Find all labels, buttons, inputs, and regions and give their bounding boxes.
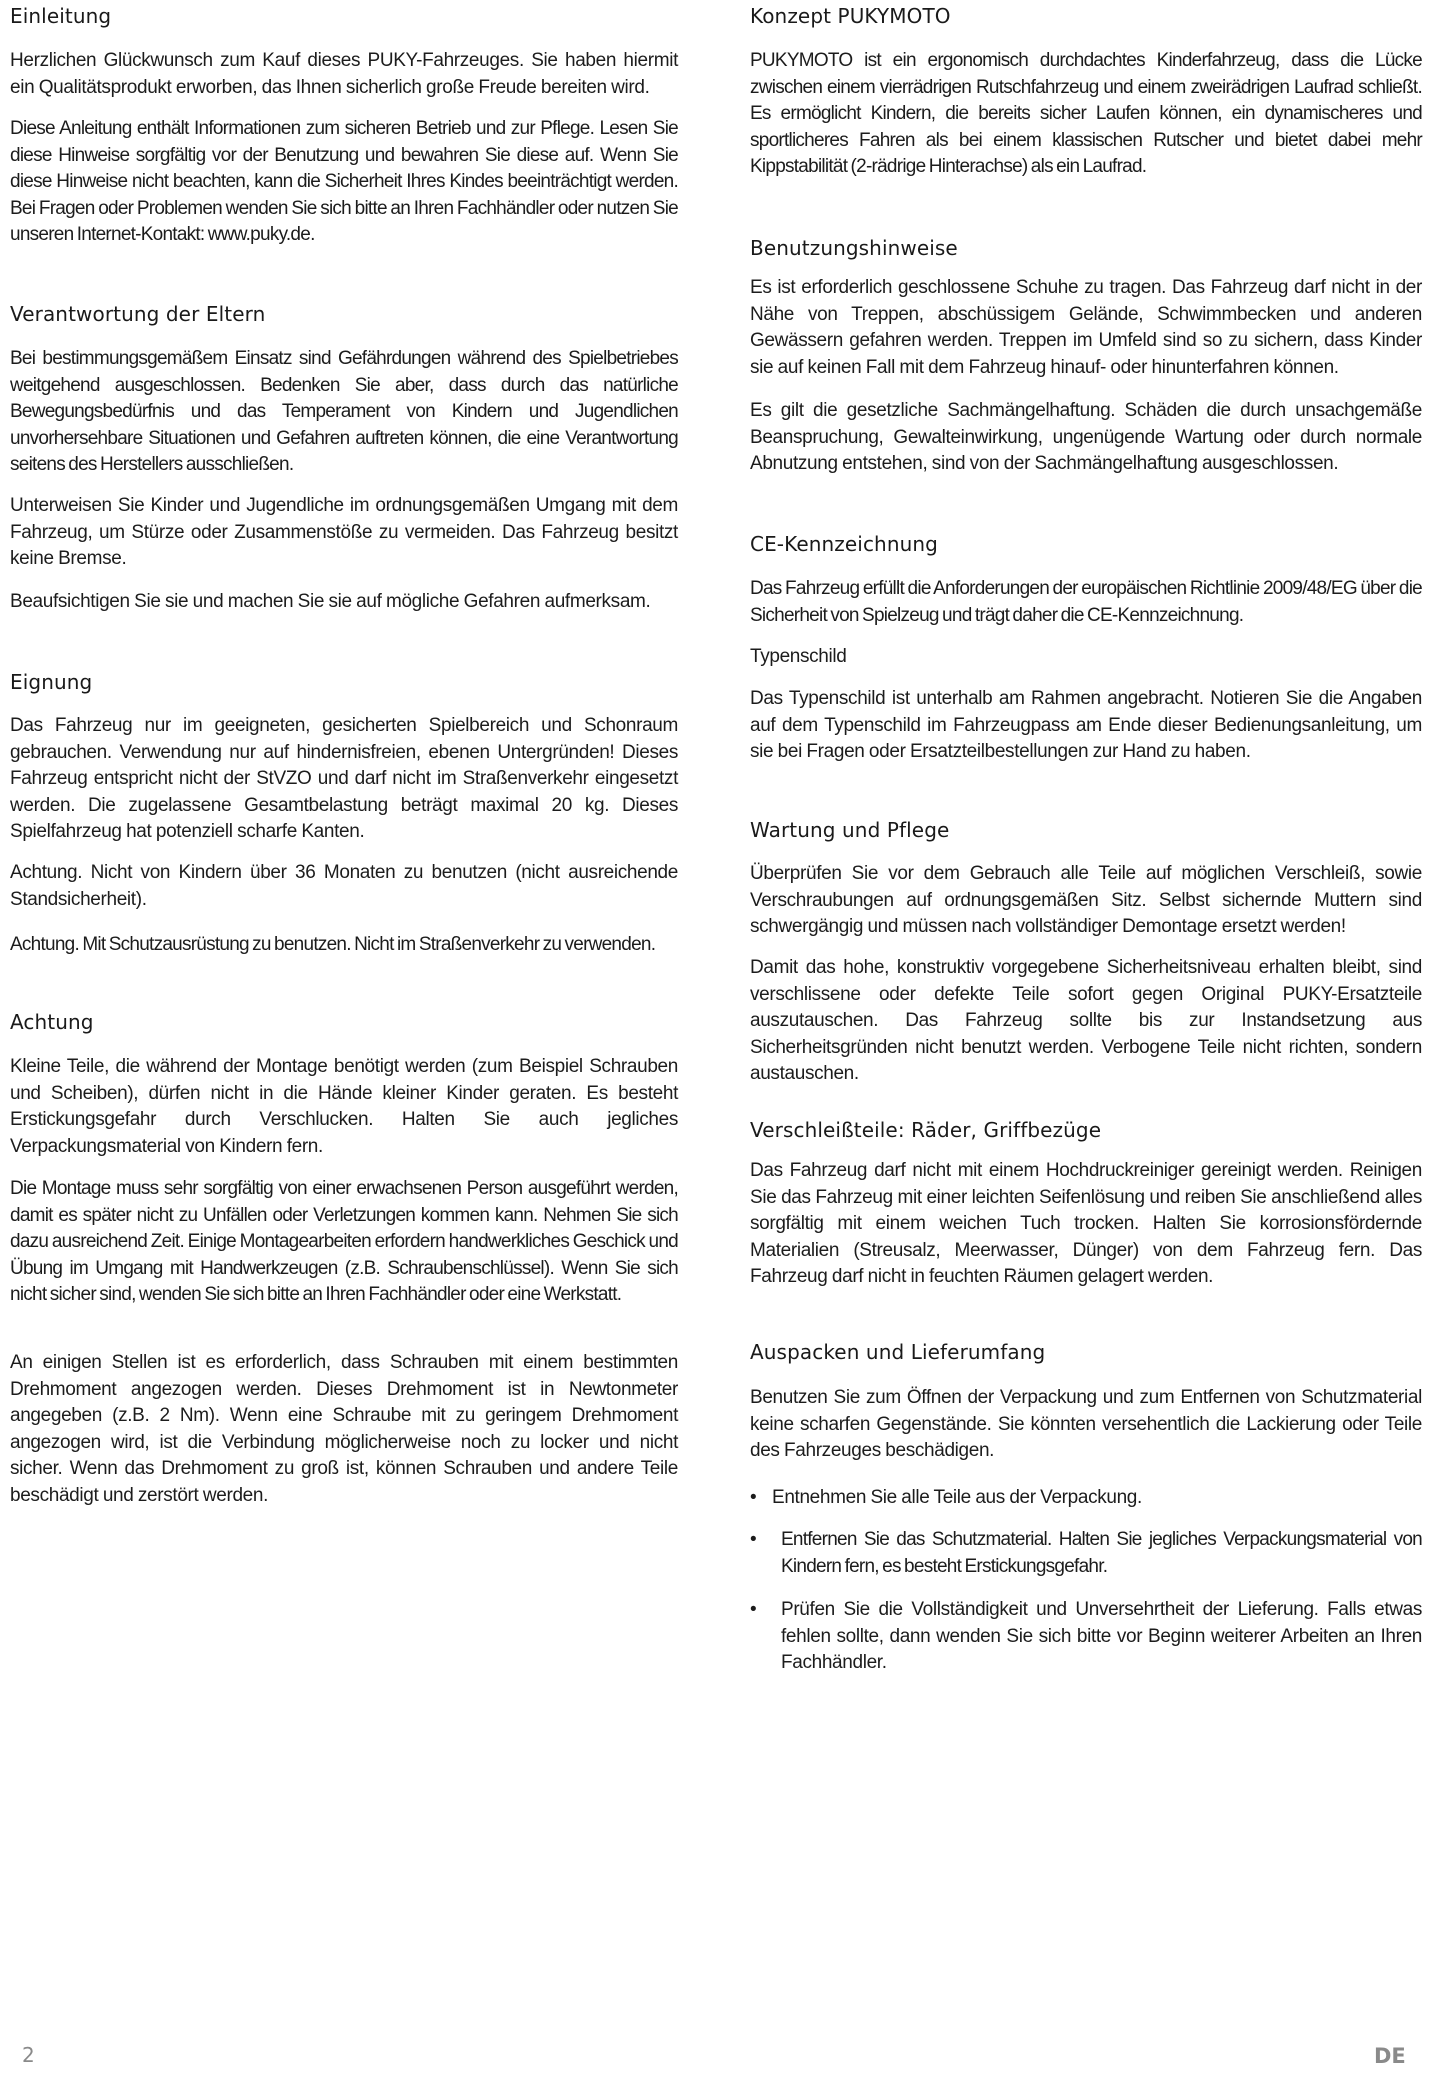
wartung-paragraph-1: Überprüfen Sie vor dem Gebrauch alle Teile auf möglichen Verschleiß, sowie Verschraubungen auf ordnungsgemäßen Sitz. Selbst sichernde Muttern sind schwergängig und müssen nach vollständiger Demontage ersetzt werden! — [750, 863, 1422, 937]
benutzung-paragraph-2: Es gilt die gesetzliche Sachmängelhaftung. Schäden die durch unsachgemäße Beanspruchung, Gewalteinwirkung, ungenügende Wartung oder durch normale Abnutzung entstehen, sind von der Sachmängelhaftung ausgeschlossen. — [750, 400, 1422, 474]
einleitung-paragraph-1: Herzlichen Glückwunsch zum Kauf dieses PUKY-Fahrzeuges. Sie haben hiermit ein Qualitätsprodukt erworben, das Ihnen sicherlich große Freude bereiten wird. — [10, 50, 678, 98]
bullet-icon: • — [750, 1529, 757, 1550]
list-item-text: Entnehmen Sie alle Teile aus der Verpackung. — [772, 1487, 1142, 1508]
verantwortung-paragraph-1: Bei bestimmungsgemäßem Einsatz sind Gefährdungen während des Spielbetriebes weitgehend ausgeschlossen. Bedenken Sie aber, dass durch das natürliche Bewegungsbedürfnis und das Temperament von Kindern und Jugendlichen unvorhersehbare Situationen und Gefahren auftreten können, die eine Verantwortung seitens des Herstellers ausschließen. — [10, 348, 678, 475]
achtung-paragraph-3: An einigen Stellen ist es erforderlich, dass Schrauben mit einem bestimmten Drehmoment angezogen werden. Dieses Drehmoment ist in Newtonmeter angegeben (z.B. 2 Nm). Wenn eine Schraube mit zu geringem Drehmoment angezogen wird, ist die Verbindung möglicherweise noch zu locker und nicht sicher. Wenn das Drehmoment zu groß ist, können Schrauben und andere Teile beschädigt und zerstört werden. — [10, 1352, 678, 1506]
eignung-paragraph-3: Achtung. Mit Schutzausrüstung zu benutzen. Nicht im Straßenverkehr zu verwenden. — [10, 934, 656, 955]
heading-ce: CE-Kennzeichnung — [750, 532, 938, 556]
list-item — [750, 1597, 1422, 1677]
auspacken-paragraph-1: Benutzen Sie zum Öffnen der Verpackung und zum Entfernen von Schutzmaterial keine scharfen Gegenstände. Sie könnten versehentlich die Lackierung oder Teile des Fahrzeuges beschädigen. — [750, 1387, 1422, 1461]
list-item — [750, 1485, 1422, 1512]
eignung-paragraph-1: Das Fahrzeug nur im geeigneten, gesicherten Spielbereich und Schonraum gebrauchen. Verwendung nur auf hindernisfreien, ebenen Untergründen! Dieses Fahrzeug entspricht nicht der StVZO und darf nicht im Straßenverkehr eingesetzt werden. Die zugelassene Gesamtbelastung beträgt maximal 20 kg. Dieses Spielfahrzeug hat potenziell scharfe Kanten. — [10, 715, 678, 842]
heading-benutzung: Benutzungshinweise — [750, 236, 958, 260]
list-item-text: Prüfen Sie die Vollständigkeit und Unversehrtheit der Lieferung. Falls etwas fehlen sollte, dann wenden Sie sich bitte vor Beginn weiterer Arbeiten an Ihren Fachhändler. — [781, 1599, 1422, 1673]
verschleiss-paragraph-1: Das Fahrzeug darf nicht mit einem Hochdruckreiniger gereinigt werden. Reinigen Sie das Fahrzeug mit einer leichten Seifenlösung und reiben Sie anschließend alles sorgfältig mit einem weichen Tuch trocken. Halten Sie korrosionsfördernde Materialien (Streusalz, Meerwasser, Dünger) von dem Fahrzeug fern. Das Fahrzeug darf nicht in feuchten Räumen gelagert werden. — [750, 1160, 1422, 1287]
heading-achtung: Achtung — [10, 1010, 94, 1034]
heading-verschleiss: Verschleißteile: Räder, Griffbezüge — [750, 1118, 1102, 1142]
ce-paragraph-2: Das Typenschild ist unterhalb am Rahmen angebracht. Notieren Sie die Angaben auf dem Typenschild im Fahrzeugpass am Ende dieser Bedienungsanleitung, um sie bei Fragen oder Ersatzteilbestellungen zur Hand zu haben. — [750, 688, 1422, 762]
bullet-icon: • — [750, 1599, 757, 1620]
verantwortung-paragraph-2: Unterweisen Sie Kinder und Jugendliche im ordnungsgemäßen Umgang mit dem Fahrzeug, um Stürze oder Zusammenstöße zu vermeiden. Das Fahrzeug besitzt keine Bremse. — [10, 495, 678, 569]
benutzung-paragraph-1: Es ist erforderlich geschlossene Schuhe zu tragen. Das Fahrzeug darf nicht in der Nähe von Treppen, abschüssigem Gelände, Schwimmbecken und anderen Gewässern gefahren werden. Treppen im Umfeld sind so zu sichern, dass Kinder sie auf keinen Fall mit dem Fahrzeug hinauf- oder hinunterfahren können. — [750, 277, 1422, 378]
list-item-text: Entfernen Sie das Schutzmaterial. Halten Sie jegliches Verpackungsmaterial von Kindern fern, es besteht Erstickungsgefahr. — [781, 1529, 1422, 1577]
heading-auspacken: Auspacken und Lieferumfang — [750, 1340, 1046, 1364]
wartung-paragraph-2: Damit das hohe, konstruktiv vorgegebene Sicherheitsniveau erhalten bleibt, sind verschlissene oder defekte Teile sofort gegen Original PUKY-Ersatzteile auszutauschen. Das Fahrzeug sollte bis zur Instandsetzung aus Sicherheitsgründen nicht benutzt werden. Verbogene Teile nicht richten, sondern austauschen. — [750, 957, 1422, 1084]
page-number: 2 — [22, 2043, 35, 2067]
heading-eignung: Eignung — [10, 670, 93, 694]
heading-wartung: Wartung und Pflege — [750, 818, 950, 842]
ce-paragraph-1: Das Fahrzeug erfüllt die Anforderungen der europäischen Richtlinie 2009/48/EG über die Sicherheit von Spielzeug und trägt daher die CE-Kennzeichnung. — [750, 578, 1422, 626]
language-label: DE — [1374, 2044, 1406, 2068]
konzept-paragraph-1: PUKYMOTO ist ein ergonomisch durchdachtes Kinderfahrzeug, dass die Lücke zwischen einem vierrädrigen Rutschfahrzeug und einem zweirädrigen Laufrad schließt. Es ermöglicht Kindern, die bereits sicher Laufen können, ein dynamischeres und sportlicheres Fahren als bei einem klassischen Rutscher und bietet dabei mehr Kippstabilität (2-rädrige Hinterachse) als ein Laufrad. — [750, 50, 1422, 177]
list-item — [750, 1527, 1422, 1580]
heading-einleitung: Einleitung — [10, 4, 112, 28]
achtung-paragraph-2: Die Montage muss sehr sorgfältig von einer erwachsenen Person ausgeführt werden, damit es später nicht zu Unfällen oder Verletzungen kommen kann. Nehmen Sie sich dazu ausreichend Zeit. Einige Montagearbeiten erfordern handwerkliches Geschick und Übung im Umgang mit Handwerkzeugen (z.B. Schraubenschlüssel). Wenn Sie sich nicht sicher sind, wenden Sie sich bitte an Ihren Fachhändler oder eine Werkstatt. — [10, 1178, 678, 1305]
bullet-icon: • — [750, 1487, 757, 1508]
verantwortung-paragraph-3: Beaufsichtigen Sie sie und machen Sie sie auf mögliche Gefahren aufmerksam. — [10, 591, 651, 612]
ce-typenschild-label: Typenschild — [750, 646, 847, 667]
heading-konzept: Konzept PUKYMOTO — [750, 4, 951, 28]
achtung-paragraph-1: Kleine Teile, die während der Montage benötigt werden (zum Beispiel Schrauben und Scheiben), dürfen nicht in die Hände kleiner Kinder geraten. Es besteht Erstickungsgefahr durch Verschlucken. Halten Sie auch jegliches Verpackungsmaterial von Kindern fern. — [10, 1056, 678, 1157]
heading-verantwortung: Verantwortung der Eltern — [10, 302, 266, 326]
einleitung-paragraph-2: Diese Anleitung enthält Informationen zum sicheren Betrieb und zur Pflege. Lesen Sie diese Hinweise sorgfältig vor der Benutzung und bewahren Sie diese auf. Wenn Sie diese Hinweise nicht beachten, kann die Sicherheit Ihres Kindes beeinträchtigt werden. Bei Fragen oder Problemen wenden Sie sich bitte an Ihren Fachhändler oder nutzen Sie unseren Internet-Kontakt: www.puky.de. — [10, 118, 678, 245]
eignung-paragraph-2: Achtung. Nicht von Kindern über 36 Monaten zu benutzen (nicht ausreichende Standsicherheit). — [10, 862, 678, 910]
